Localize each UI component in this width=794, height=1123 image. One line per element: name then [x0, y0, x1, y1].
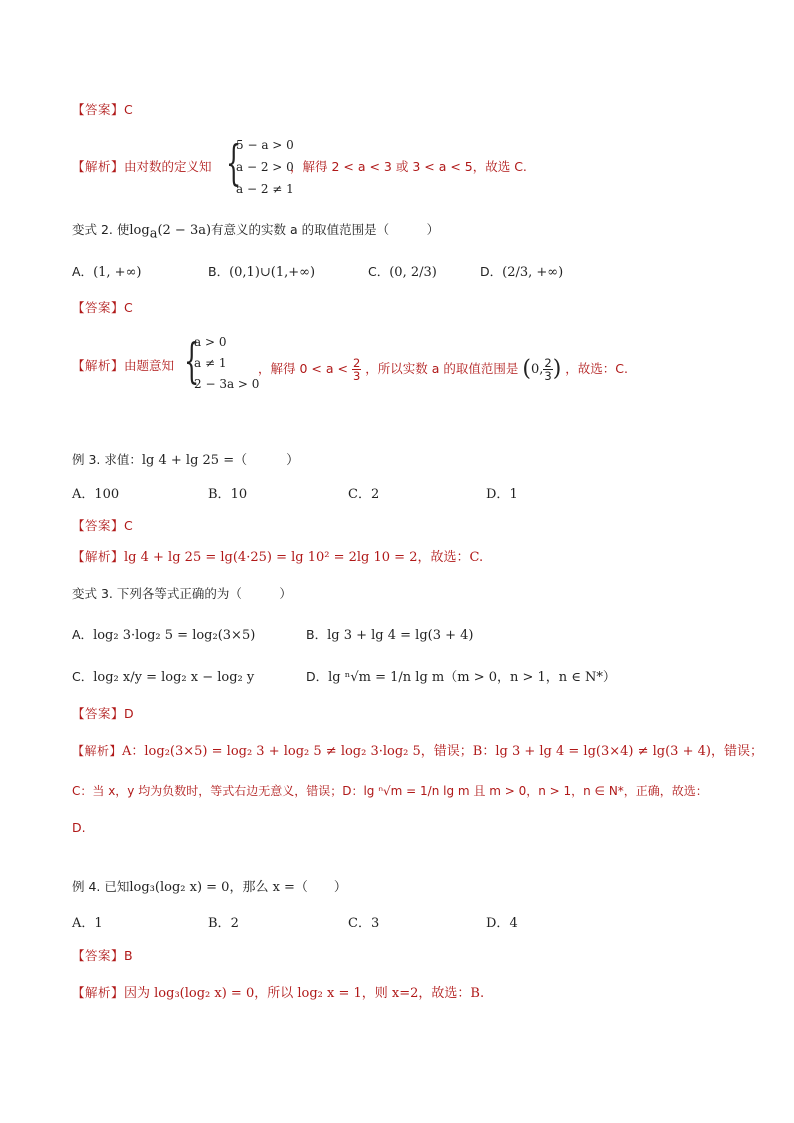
option-text: lg ⁿ√m = 1/n lg m（m > 0，n > 1，n ∈ N*） — [328, 670, 616, 685]
variant2-arg: (2 − 3a) — [157, 223, 212, 238]
example4-label: 例 4. 已知 — [72, 879, 130, 894]
variant3-label: 变式 3. 下列各等式正确的为（ ） — [72, 586, 292, 601]
inequality-system-1 — [236, 134, 294, 200]
example3-label: 例 3. 求值： — [72, 452, 142, 467]
variant3-option-c[interactable] — [72, 668, 254, 687]
fraction-two-thirds: $\frac{2}{3}$ — [544, 356, 552, 383]
analysis-text: D. — [72, 820, 86, 835]
analysis-line-1 — [72, 158, 212, 176]
analysis-rest: ，所以实数 a 的取值范围是 — [365, 361, 519, 376]
option-label: C． — [348, 487, 371, 502]
option-text: 2 — [230, 916, 239, 931]
analysis-rest: ，解得 0 < a < — [258, 361, 348, 376]
option-text: log₂ x/y = log₂ x − log₂ y — [93, 670, 255, 685]
analysis-text: C：当 x，y 均为负数时，等式右边无意义，错误；D：lg ⁿ√m = 1/n lg m 且 m > 0，n > 1，n ∈ N*，正确，故选： — [72, 784, 708, 798]
analysis-label: 【解析】 — [72, 549, 125, 564]
example3-title — [72, 451, 299, 470]
answer-value: C — [124, 102, 133, 117]
option-label: D． — [306, 669, 329, 684]
analysis-intro: 由对数的定义知 — [124, 159, 212, 174]
variant3-title — [72, 585, 292, 603]
option-label: B． — [306, 627, 328, 642]
answer-label: 【答案】 — [72, 706, 125, 721]
variant2-title — [72, 221, 439, 244]
analysis-text: lg 4 + lg 25 = lg(4·25) = lg 10² = 2lg 10 = 2，故选：C. — [124, 550, 484, 565]
option-label: B． — [208, 487, 231, 502]
option-text: 10 — [230, 487, 248, 502]
answer-label: 【答案】 — [72, 300, 125, 315]
system-row: a − 2 > 0 — [236, 160, 294, 174]
analysis-text: A：log₂(3×5) = log₂ 3 + log₂ 5 ≠ log₂ 3·log₂ 5，错误；B：lg 3 + lg 4 = lg(3×4) ≠ lg(3 + 4)，错误； — [122, 744, 763, 759]
analysis-label: 【解析】 — [72, 159, 125, 174]
option-label: B． — [208, 916, 231, 931]
answer-line-1 — [72, 101, 133, 119]
variant3-option-d[interactable] — [306, 668, 616, 687]
open-paren: ( — [522, 356, 531, 382]
option-text: 4 — [509, 916, 518, 931]
example4-analysis — [72, 984, 484, 1003]
variant2-option-c[interactable] — [368, 263, 437, 282]
answer-value: C — [124, 300, 133, 315]
option-text: 2 — [370, 487, 380, 502]
option-text: 1 — [94, 916, 103, 931]
system-row: a ≠ 1 — [194, 356, 227, 370]
example4-expr: log₃(log₂ x) = 0，那么 x =（ ） — [129, 880, 347, 895]
variant2-analysis — [72, 357, 174, 375]
option-label: C． — [348, 916, 371, 931]
option-text: log₂ 3·log₂ 5 = log₂(3×5) — [93, 628, 256, 643]
answer-value: C — [124, 518, 133, 533]
option-label: B． — [208, 264, 230, 279]
variant2-option-d[interactable] — [480, 263, 563, 282]
answer-label: 【答案】 — [72, 518, 125, 533]
option-label: C． — [368, 264, 390, 279]
variant2-title-prefix: 变式 2. 使 — [72, 222, 130, 237]
example4-answer — [72, 947, 133, 965]
example3-option-c[interactable] — [348, 486, 379, 504]
option-text: 100 — [94, 487, 120, 502]
answer-value: B — [124, 948, 133, 963]
option-text: (0, 2/3) — [389, 265, 437, 280]
analysis-label: 【解析】 — [72, 744, 123, 758]
variant3-analysis-line1 — [72, 742, 763, 761]
example3-answer — [72, 517, 133, 535]
system-brace: { — [184, 333, 200, 389]
example4-option-b[interactable] — [208, 915, 239, 933]
option-text: lg 3 + lg 4 = lg(3 + 4) — [327, 628, 474, 643]
option-label: A． — [72, 916, 95, 931]
system-row: a − 2 ≠ 1 — [236, 182, 294, 196]
example4-option-a[interactable] — [72, 915, 103, 933]
example4-option-c[interactable] — [348, 915, 379, 933]
fraction-two-thirds: $\frac{2}{3}$ — [352, 356, 361, 383]
answer-label: 【答案】 — [72, 948, 125, 963]
analysis-result-1 — [290, 158, 527, 176]
example4-option-d[interactable] — [486, 915, 518, 933]
option-text: (0,1)∪(1,+∞) — [229, 265, 316, 280]
system-row: 5 − a > 0 — [236, 138, 294, 152]
variant2-answer — [72, 299, 133, 317]
variant3-analysis-line2 — [72, 782, 708, 800]
system-brace: { — [226, 135, 242, 191]
answer-value: D — [124, 706, 134, 721]
variant2-log: log — [129, 223, 150, 238]
example4-title — [72, 878, 347, 897]
variant3-option-a[interactable] — [72, 626, 255, 645]
inequality-system-2 — [194, 332, 259, 395]
option-label: A． — [72, 264, 94, 279]
example3-expr: lg 4 + lg 25 =（ ） — [141, 453, 300, 468]
option-label: A． — [72, 487, 95, 502]
variant2-option-a[interactable] — [72, 263, 141, 282]
example3-option-a[interactable] — [72, 486, 119, 504]
analysis-text: 因为 log₃(log₂ x) = 0，所以 log₂ x = 1，则 x=2，故选：B. — [124, 986, 485, 1001]
variant2-analysis-result: ，解得 0 < a < $\frac{2}{3}$ ，所以实数 a 的取值范围是 (0, $\frac{2}{3}$ ) ，故选：C. — [258, 356, 628, 383]
variant3-option-b[interactable] — [306, 626, 473, 645]
option-text: (1, +∞) — [93, 265, 142, 280]
analysis-rest: ，解得 2 < a < 3 或 3 < a < 5，故选 C. — [290, 159, 527, 174]
option-label: D． — [486, 487, 510, 502]
variant2-title-suffix: 有意义的实数 a 的取值范围是（ ） — [211, 222, 440, 237]
example3-option-d[interactable] — [486, 486, 518, 504]
option-label: C． — [72, 669, 94, 684]
variant3-answer — [72, 705, 134, 723]
system-row: 2 − 3a > 0 — [194, 377, 260, 391]
option-label: D． — [480, 264, 503, 279]
close-paren: ) — [552, 356, 562, 382]
variant2-option-b[interactable] — [208, 263, 315, 282]
option-text: 3 — [370, 916, 380, 931]
analysis-intro: 由题意知 — [124, 358, 175, 373]
option-text: (2/3, +∞) — [502, 265, 564, 280]
option-label: D． — [486, 916, 510, 931]
option-label: A． — [72, 627, 94, 642]
option-text: 1 — [509, 487, 518, 502]
system-row: a > 0 — [194, 335, 227, 349]
example3-analysis — [72, 548, 483, 567]
analysis-label: 【解析】 — [72, 358, 125, 373]
analysis-rest: ，故选：C. — [565, 361, 628, 376]
variant3-analysis-line3 — [72, 819, 86, 837]
analysis-label: 【解析】 — [72, 985, 125, 1000]
answer-label: 【答案】 — [72, 102, 125, 117]
example3-option-b[interactable] — [208, 486, 247, 504]
variant2-base: a — [149, 226, 158, 242]
